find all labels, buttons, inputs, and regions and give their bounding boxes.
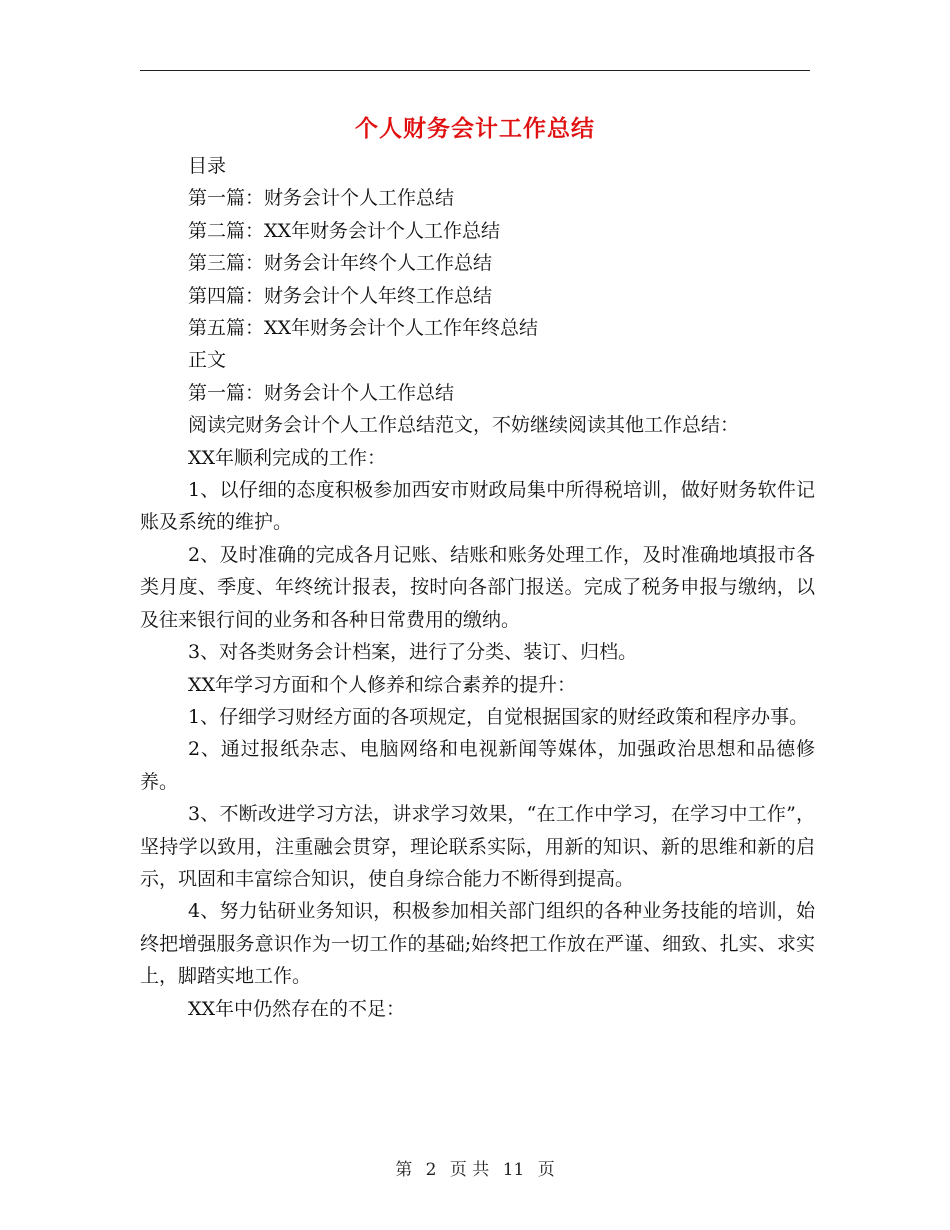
footer-suffix: 页 — [537, 1160, 555, 1180]
toc-item: 第一篇：财务会计个人工作总结 — [188, 187, 455, 210]
body-heading: 正文 — [188, 349, 227, 372]
toc-item: 第四篇：财务会计个人年终工作总结 — [188, 284, 493, 307]
section-title: 第一篇：财务会计个人工作总结 — [188, 381, 455, 404]
toc-item: 第五篇：XX年财务会计个人工作年终总结 — [188, 317, 539, 340]
paragraph: 3、对各类财务会计档案，进行了分类、装订、归档。 — [188, 641, 638, 664]
toc-heading: 目录 — [188, 155, 227, 177]
document-title: 个人财务会计工作总结 — [355, 115, 595, 142]
current-page-number: 2 — [425, 1160, 437, 1180]
toc-item: 第二篇：XX年财务会计个人工作总结 — [188, 219, 501, 242]
subheading: XX年顺利完成的工作： — [188, 446, 387, 469]
subheading: XX年中仍然存在的不足： — [188, 997, 406, 1020]
footer-prefix: 第 — [395, 1160, 413, 1180]
subheading: XX年学习方面和个人修养和综合素养的提升： — [188, 673, 577, 696]
toc-item: 第三篇：财务会计年终个人工作总结 — [188, 252, 493, 275]
header-rule — [140, 70, 810, 71]
document-body — [140, 150, 815, 1025]
paragraph: 2、及时准确的完成各月记账、结账和账务处理工作，及时准确地填报市各类月度、季度、年终统计报表，按时向各部门报送。完成了税务申报与缴纳，以及往来银行间的业务和各种日常费用的缴纳。 — [140, 543, 815, 631]
paragraph: 1、仔细学习财经方面的各项规定，自觉根据国家的财经政策和程序办事。 — [188, 705, 809, 728]
footer-middle: 页 共 — [449, 1160, 490, 1180]
intro-line: 阅读完财务会计个人工作总结范文，不妨继续阅读其他工作总结： — [188, 414, 740, 437]
paragraph: 1、以仔细的态度积极参加西安市财政局集中所得税培训，做好财务软件记账及系统的维护。 — [140, 479, 815, 534]
paragraph: 3、不断改进学习方法，讲求学习效果，“在工作中学习，在学习中工作”，坚持学以致用，注重融会贯穿，理论联系实际，用新的知识、新的思维和新的启示，巩固和丰富综合知识，使自身综合能力不断得到提高。 — [140, 803, 815, 890]
page-footer — [0, 1155, 950, 1180]
paragraph: 2、通过报纸杂志、电脑网络和电视新闻等媒体，加强政治思想和品德修养。 — [140, 738, 815, 793]
total-page-count: 11 — [502, 1160, 525, 1180]
paragraph: 4、努力钻研业务知识，积极参加相关部门组织的各种业务技能的培训，始终把增强服务意识作为一切工作的基础;始终把工作放在严谨、细致、扎实、求实上，脚踏实地工作。 — [140, 900, 815, 988]
